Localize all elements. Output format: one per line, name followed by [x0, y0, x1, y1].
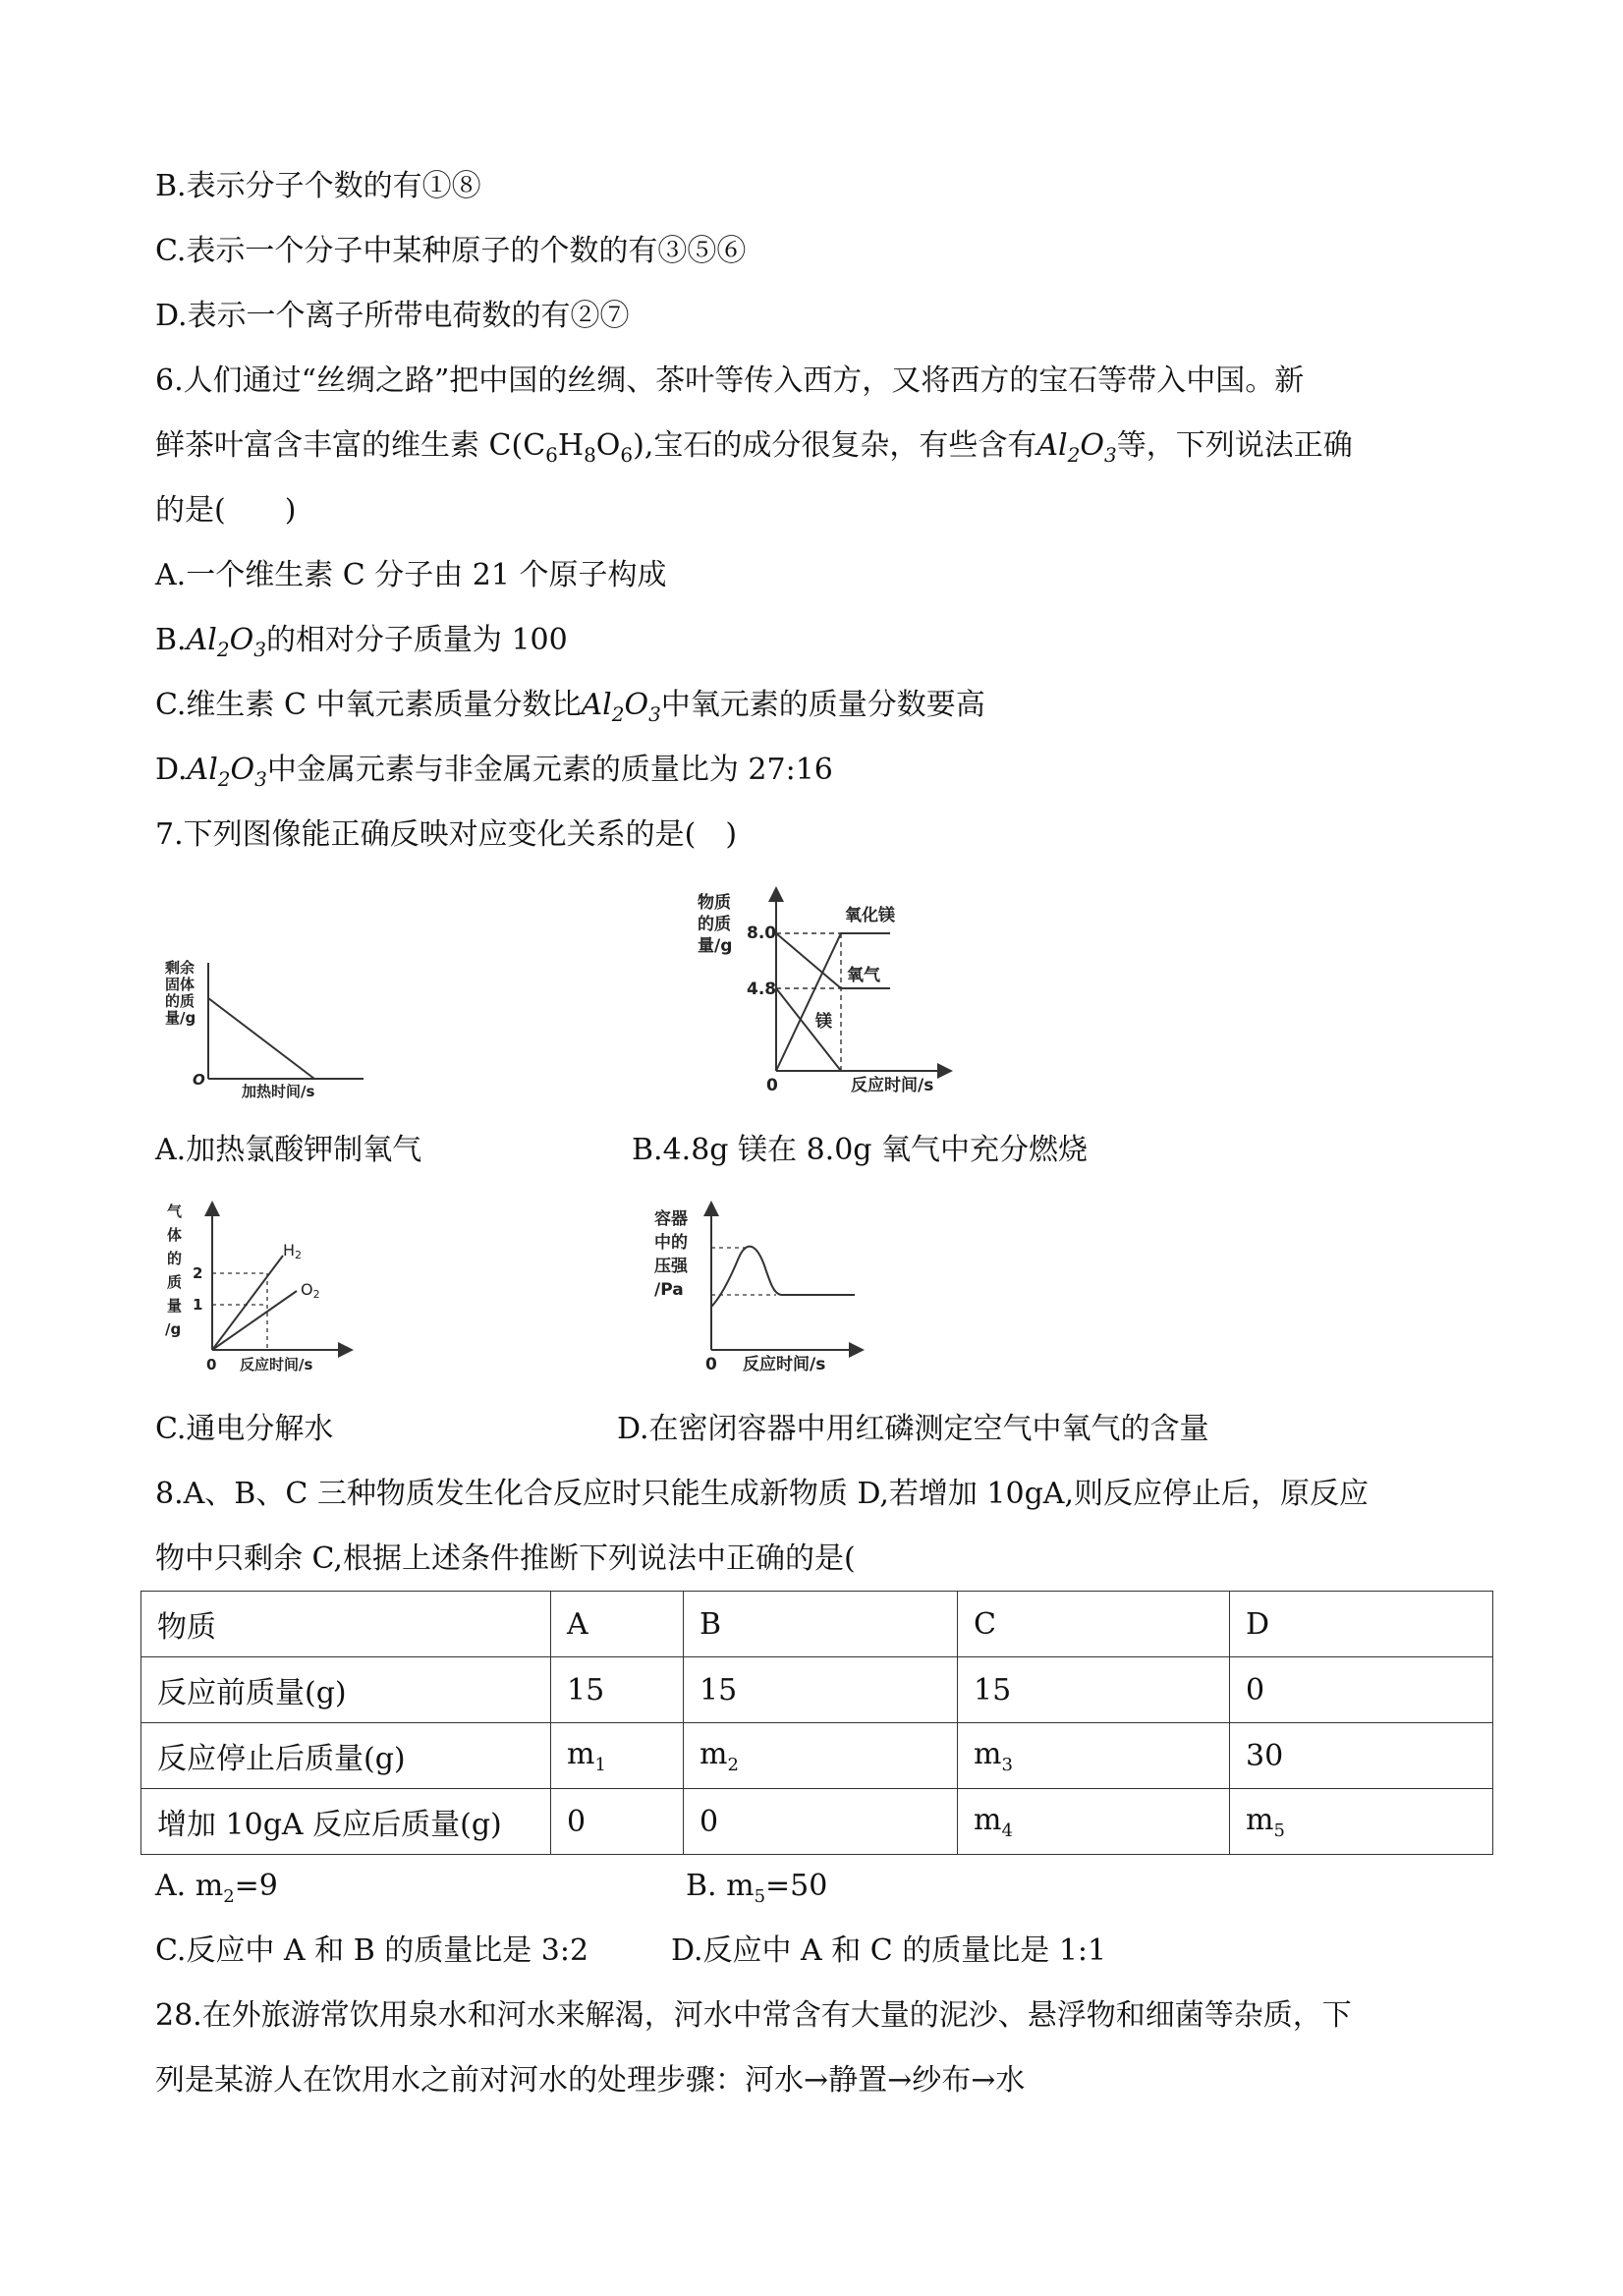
q8-stem-line2: 物中只剩余 C,根据上述条件推断下列说法中正确的是(: [155, 1541, 856, 1576]
chart-c-o2-line: [212, 1291, 297, 1350]
chart-c-tick-2: 2: [193, 1264, 203, 1282]
q8-option-d: D.反应中 A 和 C 的质量比是 1:1: [671, 1933, 1107, 1968]
table-cell: B: [684, 1592, 958, 1657]
table-cell: 15: [958, 1657, 1230, 1723]
q8-table: [140, 1591, 1493, 1855]
chart-c-origin: 0: [206, 1356, 217, 1373]
q6-option-b: $B.Al_2O_3$的相对分子质量为 100: [155, 623, 568, 661]
chart-a-ylabel-3: 的质: [165, 992, 196, 1010]
chart-d-xlabel: 反应时间/s: [743, 1355, 826, 1374]
chart-b-ylabel-2: 的质: [698, 915, 731, 934]
table-cell: $m_3$: [958, 1723, 1230, 1789]
chart-a-ylabel-4: 量/g: [165, 1009, 196, 1027]
chart-b-ylabel-3: 量/g: [698, 936, 733, 956]
chart-b-label-mgo: 氧化镁: [845, 906, 895, 925]
chart-d-ylabel-3: 压强: [654, 1257, 688, 1276]
chart-d-ylabel-4: /Pa: [654, 1280, 684, 1300]
chart-b-label-mg: 镁: [815, 1012, 832, 1032]
table-cell: A: [551, 1592, 684, 1657]
q7-option-c: C.通电分解水: [155, 1412, 334, 1446]
chart-b-mgo-curve: [776, 933, 890, 1071]
chart-c: [157, 1201, 354, 1382]
chart-c-ylabel-5: 量: [167, 1297, 183, 1315]
formula-al2o3: $Al_2O_3$: [1036, 428, 1117, 467]
chart-a-xlabel: 加热时间/s: [242, 1083, 315, 1100]
q6-stem-line2: 鲜茶叶富含丰富的维生素 $C(C_6H_8O_6)$,宝石的成分很复杂，有些含有$Al_2O_3$等，下列说法正确: [155, 428, 1353, 467]
table-cell: 15: [551, 1657, 684, 1723]
q8-stem-line1: 8.A、B、C 三种物质发生化合反应时只能生成新物质 D,若增加 10gA,则反应停止后，原反应: [155, 1477, 1369, 1511]
table-row: [141, 1789, 1493, 1855]
chart-a-ylabel-2: 固体: [165, 976, 196, 993]
chart-a: [157, 953, 383, 1100]
chart-b-ylabel-1: 物质: [698, 893, 731, 913]
table-cell: 0: [684, 1789, 958, 1855]
table-cell: 15: [684, 1657, 958, 1723]
chart-c-ylabel-4: 质: [167, 1273, 183, 1291]
chart-a-line: [208, 998, 314, 1079]
q5-option-b: B.表示分子个数的有①⑧: [155, 169, 481, 203]
q6-stem-line3: 的是( ): [155, 493, 297, 528]
table-cell: $m_1$: [551, 1723, 684, 1789]
chart-b-xlabel: 反应时间/s: [851, 1076, 934, 1095]
chart-c-tick-1: 1: [193, 1296, 203, 1314]
table-cell: 反应前质量(g): [141, 1657, 551, 1723]
q7-option-d: D.在密闭容器中用红磷测定空气中氧气的含量: [617, 1412, 1209, 1446]
chart-b-label-o2: 氧气: [847, 966, 880, 985]
q5-option-c: C.表示一个分子中某种原子的个数的有③⑤⑥: [155, 234, 747, 268]
table-cell: D: [1230, 1592, 1493, 1657]
q8-option-b: B. $m_5=50$: [686, 1869, 828, 1907]
chart-c-xlabel: 反应时间/s: [240, 1356, 313, 1373]
table-cell: $m_4$: [958, 1789, 1230, 1855]
table-cell: $m_5$: [1230, 1789, 1493, 1855]
chart-c-label-h2: H2: [283, 1241, 303, 1261]
table-cell: 0: [1230, 1657, 1493, 1723]
table-cell: $m_2$: [684, 1723, 958, 1789]
chart-c-ylabel-2: 体: [167, 1226, 183, 1244]
chart-b-tick-4.8: 4.8: [747, 980, 777, 999]
chart-b: [688, 884, 963, 1105]
q7-option-b: B.4.8g 镁在 8.0g 氧气中充分燃烧: [632, 1133, 1089, 1167]
q6-option-d: $D.Al_2O_3$中金属元素与非金属元素的质量比为 27:16: [155, 753, 833, 791]
q28-stem-line1: 28.在外旅游常饮用泉水和河水来解渴，河水中常含有大量的泥沙、悬浮物和细菌等杂质，下: [155, 1998, 1352, 2033]
q7-stem: 7.下列图像能正确反映对应变化关系的是( ): [155, 817, 738, 852]
chart-b-tick-8: 8.0: [747, 924, 777, 943]
q5-option-d: D.表示一个离子所带电荷数的有②⑦: [155, 299, 630, 333]
table-cell: 物质: [141, 1592, 551, 1657]
chart-c-ylabel-1: 气: [167, 1203, 183, 1220]
chart-b-origin: 0: [766, 1076, 778, 1095]
chart-d-ylabel-1: 容器: [654, 1209, 688, 1229]
table-row: [141, 1657, 1493, 1723]
chart-c-ylabel-3: 的: [167, 1250, 183, 1267]
chart-d-origin: 0: [705, 1355, 717, 1374]
table-cell: 30: [1230, 1723, 1493, 1789]
q8-option-a: A. $m_2=9$: [155, 1869, 278, 1907]
chart-c-h2-line: [212, 1256, 283, 1350]
q7-option-a: A.加热氯酸钾制氧气: [155, 1133, 422, 1167]
q6-option-c: C.维生素 C 中氧元素质量分数比$Al_2O_3$中氧元素的质量分数要高: [155, 688, 985, 726]
table-cell: 反应停止后质量(g): [141, 1723, 551, 1789]
table-row: [141, 1723, 1493, 1789]
chart-c-label-o2: O2: [301, 1280, 320, 1301]
q8-option-c: C.反应中 A 和 B 的质量比是 3:2: [155, 1933, 589, 1968]
q6-option-a: A.一个维生素 C 分子由 21 个原子构成: [155, 558, 667, 592]
chart-a-origin: O: [193, 1071, 205, 1089]
table-row: [141, 1592, 1493, 1657]
table-cell: 0: [551, 1789, 684, 1855]
table-cell: 增加 10gA 反应后质量(g): [141, 1789, 551, 1855]
chart-d-pressure-curve: [711, 1247, 855, 1307]
chart-c-ylabel-6: /g: [165, 1320, 182, 1338]
q28-stem-line2: 列是某游人在饮用水之前对河水的处理步骤：河水→静置→纱布→水: [155, 2063, 1026, 2098]
chart-d-ylabel-2: 中的: [654, 1233, 688, 1253]
table-cell: C: [958, 1592, 1230, 1657]
q6-stem-line1: 6.人们通过“丝绸之路”把中国的丝绸、茶叶等传入西方，又将西方的宝石等带入中国。新: [155, 364, 1305, 398]
chart-d: [648, 1201, 874, 1382]
chart-a-ylabel-1: 剩余: [165, 959, 196, 977]
